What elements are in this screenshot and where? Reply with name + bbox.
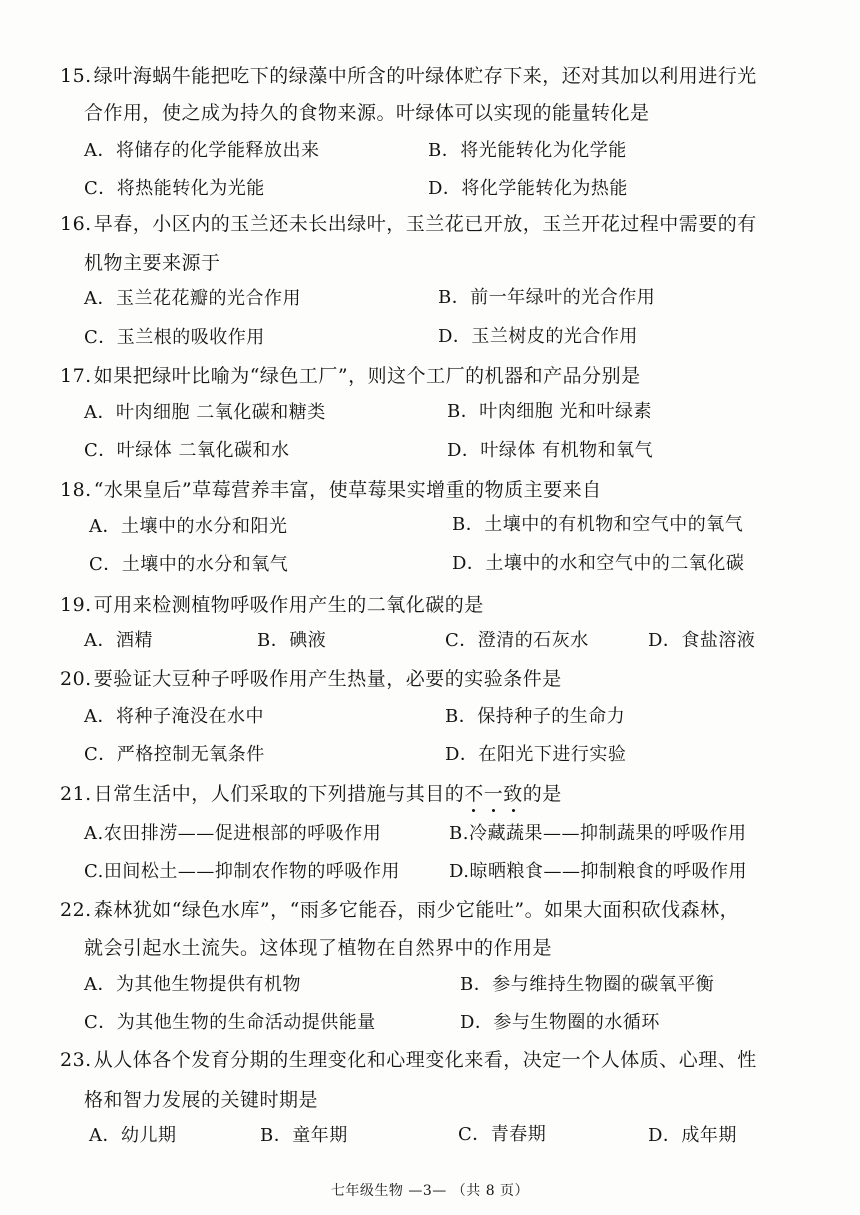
question-number: 17. (60, 365, 92, 387)
question-18-line-1 (60, 477, 602, 503)
question-text: 要验证大豆种子呼吸作用产生热量，必要的实验条件是 (93, 668, 562, 690)
option-16-c: C．玉兰根的吸收作用 (84, 327, 265, 348)
emphasis-char: 致 (503, 783, 523, 805)
option-23-d: D．成年期 (648, 1125, 737, 1146)
option-16-d: D．玉兰树皮的光合作用 (438, 326, 638, 347)
question-text: 如果把绿叶比喻为“绿色工厂”，则这个工厂的机器和产品分别是 (93, 365, 641, 387)
question-number: 22. (60, 899, 92, 921)
question-text: “水果皇后”草莓营养丰富，使草莓果实增重的物质主要来自 (93, 479, 602, 501)
option-23-a: A．幼儿期 (89, 1125, 177, 1146)
option-19-a: A．酒精 (84, 630, 153, 651)
question-19-line-1 (60, 592, 484, 618)
option-17-c: C．叶绿体 二氧化碳和水 (84, 440, 290, 461)
option-20-c: C．严格控制无氧条件 (84, 744, 265, 765)
option-23-c: C．青春期 (458, 1124, 547, 1145)
question-23-line-1 (60, 1047, 757, 1073)
option-17-d: D．叶绿体 有机物和氧气 (447, 440, 654, 461)
option-18-b: B．土壤中的有机物和空气中的氧气 (452, 514, 744, 535)
option-19-d: D．食盐溶液 (648, 630, 756, 651)
question-text: 可用来检测植物呼吸作用产生的二氧化碳的是 (93, 594, 484, 616)
option-15-b: B．将光能转化为化学能 (428, 140, 627, 161)
question-15-line-1 (60, 63, 757, 89)
option-18-a: A．土壤中的水分和阳光 (89, 516, 288, 537)
option-16-b: B．前一年绿叶的光合作用 (438, 287, 656, 308)
question-number: 16. (60, 213, 92, 235)
option-18-d: D．土壤中的水和空气中的二氧化碳 (452, 553, 745, 574)
page-footer: 七年级生物 —3— （共 8 页） (330, 1183, 530, 1199)
question-text: 从人体各个发育分期的生理变化和心理变化来看，决定一个人体质、心理、性 (93, 1049, 757, 1071)
option-23-b: B．童年期 (260, 1125, 348, 1146)
option-21-a: A.农田排涝——促进根部的呼吸作用 (84, 823, 382, 844)
question-text: 早春，小区内的玉兰还未长出绿叶，玉兰花已开放，玉兰开花过程中需要的有 (93, 213, 757, 235)
question-17-line-1 (60, 363, 641, 389)
option-17-a: A．叶肉细胞 二氧化碳和糖类 (84, 402, 326, 423)
question-15-line-2: 合作用，使之成为持久的食物来源。叶绿体可以实现的能量转化是 (84, 102, 650, 124)
option-22-c: C．为其他生物的生命活动提供能量 (84, 1012, 376, 1033)
option-15-d: D．将化学能转化为热能 (428, 178, 628, 199)
question-text: 森林犹如“绿色水库”，“雨多它能吞，雨少它能吐”。如果大面积砍伐森林， (93, 899, 740, 921)
option-20-d: D．在阳光下进行实验 (445, 744, 627, 765)
question-number: 20. (60, 668, 92, 690)
question-16-line-2: 机物主要来源于 (84, 252, 221, 274)
option-21-d: D.晾晒粮食——抑制粮食的呼吸作用 (449, 861, 748, 882)
question-text: 绿叶海蜗牛能把吃下的绿藻中所含的叶绿体贮存下来，还对其加以利用进行光 (93, 65, 757, 87)
option-22-b: B．参与维持生物圈的碳氧平衡 (460, 974, 715, 995)
question-text: 的是 (522, 783, 562, 805)
question-text: 日常生活中，人们采取的下列措施与其目的 (93, 783, 465, 805)
option-15-c: C．将热能转化为光能 (84, 178, 265, 199)
emphasis-char: 一 (483, 783, 504, 805)
option-19-b: B．碘液 (257, 630, 327, 651)
question-number: 23. (60, 1049, 92, 1071)
option-20-a: A．将种子淹没在水中 (84, 706, 264, 727)
option-21-c: C.田间松土——抑制农作物的呼吸作用 (84, 861, 400, 882)
option-22-a: A．为其他生物提供有机物 (84, 974, 301, 995)
option-15-a: A．将储存的化学能释放出来 (84, 140, 320, 161)
question-20-line-1 (60, 666, 562, 692)
option-16-a: A．玉兰花花瓣的光合作用 (84, 288, 301, 309)
option-17-b: B．叶肉细胞 光和叶绿素 (447, 401, 652, 422)
option-20-b: B．保持种子的生命力 (445, 706, 626, 727)
question-number: 15. (60, 65, 92, 87)
question-22-line-1 (60, 897, 739, 923)
option-21-b: B.冷藏蔬果——抑制蔬果的呼吸作用 (449, 823, 747, 844)
question-number: 18. (60, 479, 92, 501)
option-19-c: C．澄清的石灰水 (445, 630, 589, 651)
question-22-line-2: 就会引起水土流失。这体现了植物在自然界中的作用是 (84, 937, 553, 959)
question-16-line-1 (60, 211, 757, 237)
question-21-line-1 (60, 781, 562, 807)
question-23-line-2: 格和智力发展的关键时期是 (84, 1089, 319, 1111)
question-number: 19. (60, 594, 92, 616)
option-18-c: C．土壤中的水分和氧气 (89, 554, 289, 575)
option-22-d: D．参与生物圈的水循环 (460, 1012, 660, 1033)
emphasis-char: 不 (464, 783, 484, 805)
question-number: 21. (60, 783, 92, 805)
